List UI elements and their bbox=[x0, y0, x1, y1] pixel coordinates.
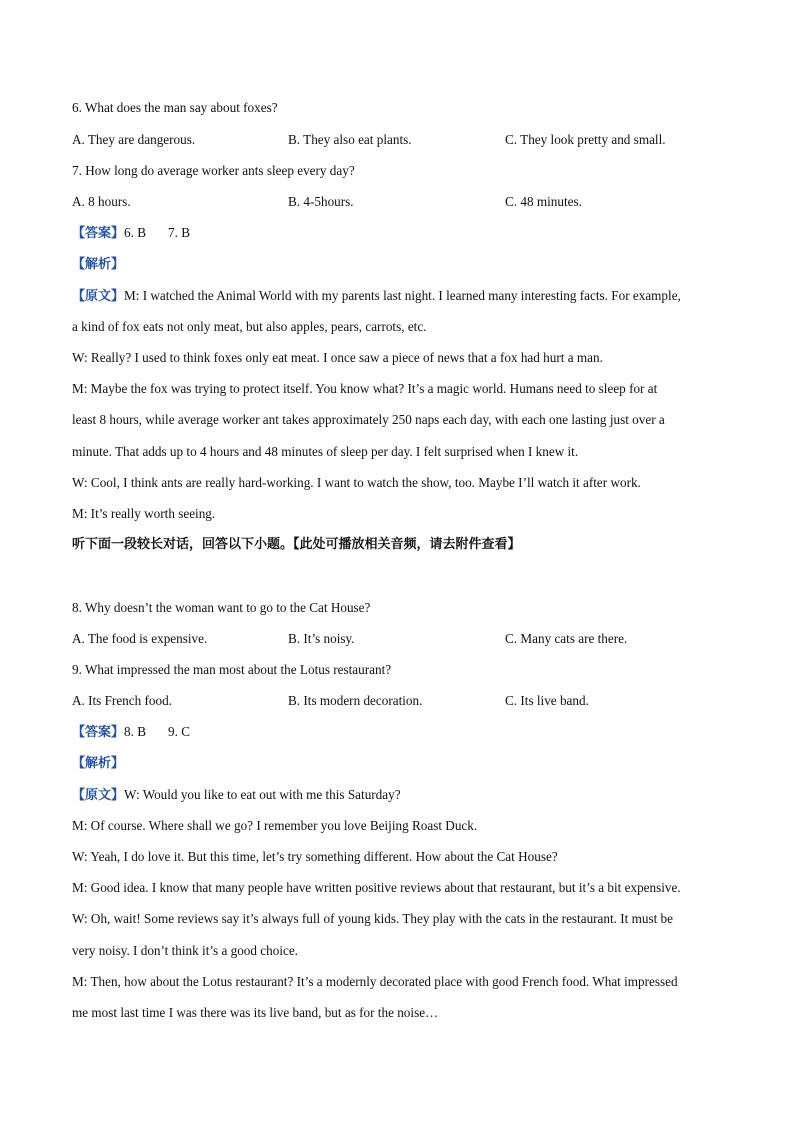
answer-tag: 【答案】 bbox=[72, 725, 125, 740]
transcript-1-line-2: a kind of fox eats not only meat, but also apples, pears, carrots, etc. bbox=[72, 319, 427, 334]
q6-option-b: B. They also eat plants. bbox=[288, 132, 412, 147]
transcript-1-line-7: W: Cool, I think ants are really hard-working. I want to watch the show, too. Maybe I’ll watch it after work. bbox=[72, 475, 641, 490]
analysis-heading-1 bbox=[72, 256, 124, 273]
q7-option-b: B. 4-5hours. bbox=[288, 194, 354, 209]
answer-7: 7. B bbox=[168, 225, 190, 240]
transcript-1-line-8: M: It’s really worth seeing. bbox=[72, 506, 216, 521]
transcript-2-line-3: W: Yeah, I do love it. But this time, let’s try something different. How about the Cat House? bbox=[72, 849, 558, 864]
answer-block-2 bbox=[72, 724, 190, 741]
answer-9: 9. C bbox=[168, 724, 190, 739]
transcript-1-line-6: minute. That adds up to 4 hours and 48 minutes of sleep per day. I felt surprised when I knew it. bbox=[72, 444, 579, 459]
q6-option-a: A. They are dangerous. bbox=[72, 132, 196, 147]
transcript-1-line-1 bbox=[72, 288, 681, 305]
q8-option-c: C. Many cats are there. bbox=[505, 631, 628, 646]
q9-option-c: C. Its live band. bbox=[505, 693, 589, 708]
question-8: 8. Why doesn’t the woman want to go to the Cat House? bbox=[72, 600, 371, 615]
question-6: 6. What does the man say about foxes? bbox=[72, 100, 278, 115]
q7-option-c: C. 48 minutes. bbox=[505, 194, 582, 209]
analysis-heading-2 bbox=[72, 755, 124, 772]
transcript-2-line-7: M: Then, how about the Lotus restaurant? It’s a modernly decorated place with good French food. What impressed bbox=[72, 974, 678, 989]
q6-option-c: C. They look pretty and small. bbox=[505, 132, 666, 147]
question-9: 9. What impressed the man most about the Lotus restaurant? bbox=[72, 662, 392, 677]
transcript-text: W: Would you like to eat out with me this Saturday? bbox=[124, 787, 401, 802]
transcript-2-line-2: M: Of course. Where shall we go? I remember you love Beijing Roast Duck. bbox=[72, 818, 478, 833]
transcript-1-line-3: W: Really? I used to think foxes only eat meat. I once saw a piece of news that a fox had hurt a man. bbox=[72, 350, 603, 365]
question-7: 7. How long do average worker ants sleep every day? bbox=[72, 163, 355, 178]
transcript-2-line-1 bbox=[72, 787, 401, 804]
transcript-2-line-5: W: Oh, wait! Some reviews say it’s always full of young kids. They play with the cats in the restaurant. It must be bbox=[72, 911, 674, 926]
answer-6: 6. B bbox=[124, 225, 146, 240]
transcript-1-line-5: least 8 hours, while average worker ant takes approximately 250 naps each day, with each one lasting just over a bbox=[72, 412, 665, 427]
listening-instruction: 听下面一段较长对话，回答以下小题。【此处可播放相关音频，请去附件查看】 bbox=[72, 537, 521, 552]
q8-option-a: A. The food is expensive. bbox=[72, 631, 208, 646]
analysis-tag: 【解析】 bbox=[72, 756, 125, 771]
transcript-2-line-4: M: Good idea. I know that many people have written positive reviews about that restaurant, but it’s a bit expensive. bbox=[72, 880, 681, 895]
q7-option-a: A. 8 hours. bbox=[72, 194, 131, 209]
transcript-tag: 【原文】 bbox=[72, 289, 125, 304]
answer-tag: 【答案】 bbox=[72, 226, 125, 241]
transcript-1-line-4: M: Maybe the fox was trying to protect itself. You know what? It’s a magic world. Humans need to sleep for at bbox=[72, 381, 658, 396]
q8-option-b: B. It’s noisy. bbox=[288, 631, 355, 646]
transcript-2-line-8: me most last time I was there was its live band, but as for the noise… bbox=[72, 1005, 439, 1020]
q9-option-a: A. Its French food. bbox=[72, 693, 172, 708]
transcript-2-line-6: very noisy. I don’t think it’s a good choice. bbox=[72, 943, 298, 958]
transcript-tag: 【原文】 bbox=[72, 788, 125, 803]
transcript-text: M: I watched the Animal World with my parents last night. I learned many interesting facts. For example, bbox=[124, 288, 681, 303]
q9-option-b: B. Its modern decoration. bbox=[288, 693, 423, 708]
answer-block-1 bbox=[72, 225, 190, 242]
analysis-tag: 【解析】 bbox=[72, 257, 125, 272]
answer-8: 8. B bbox=[124, 724, 146, 739]
